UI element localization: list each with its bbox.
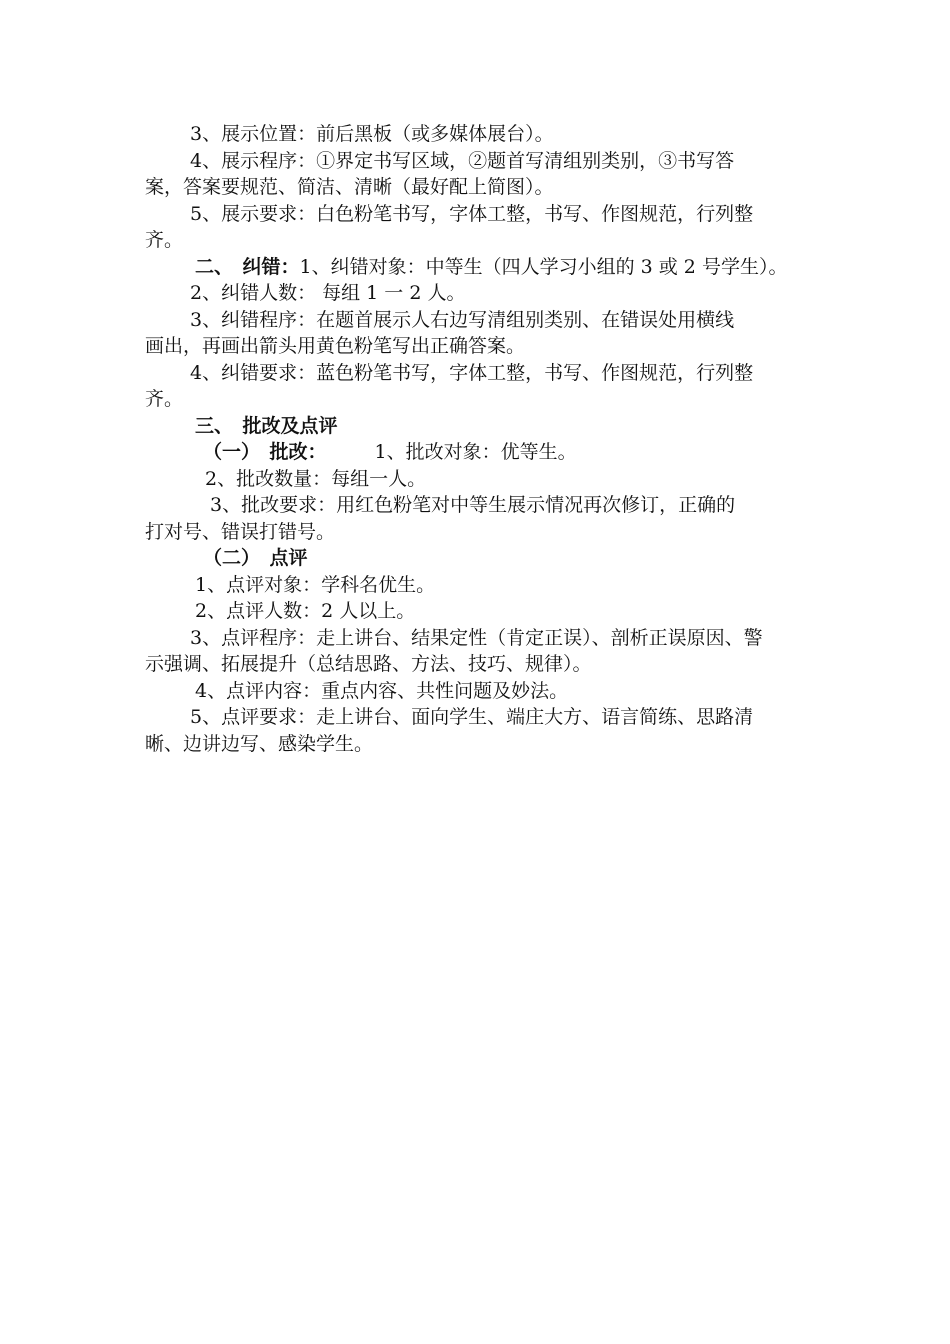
paragraph-line bbox=[145, 280, 835, 307]
paragraph-line bbox=[145, 121, 835, 148]
subsection-heading-marking bbox=[145, 439, 835, 466]
section-heading: 三、 批改及点评 bbox=[195, 414, 338, 437]
document-body bbox=[145, 121, 835, 757]
paragraph-line bbox=[145, 704, 835, 731]
line-text: 3、点评程序：走上讲台、结果定性（肯定正误）、剖析正误原因、警 bbox=[190, 626, 763, 649]
paragraph-line bbox=[145, 201, 835, 228]
line-text: 画出，再画出箭头用黄色粉笔写出正确答案。 bbox=[145, 335, 526, 357]
subsection-heading-comment bbox=[145, 545, 835, 572]
line-text: 4、展示程序：①界定书写区域，②题首写清组别类别，③书写答 bbox=[190, 149, 735, 172]
paragraph-line bbox=[145, 519, 835, 546]
line-text: 2、纠错人数： 每组 1 一 2 人。 bbox=[190, 282, 466, 304]
line-text: 5、点评要求：走上讲台、面向学生、端庄大方、语言简练、思路清 bbox=[190, 706, 754, 728]
paragraph-line bbox=[145, 731, 835, 758]
subsection-heading: （一） 批改： bbox=[203, 441, 327, 463]
paragraph-line bbox=[145, 625, 835, 652]
line-text: 案，答案要规范、简洁、清晰（最好配上简图）。 bbox=[145, 176, 554, 198]
paragraph-line bbox=[145, 678, 835, 705]
paragraph-line bbox=[145, 651, 835, 678]
line-text: 齐。 bbox=[145, 229, 184, 251]
line-text: 5、展示要求：白色粉笔书写，字体工整，书写、作图规范，行列整 bbox=[190, 202, 754, 225]
paragraph-line bbox=[145, 598, 835, 625]
line-text: 1、点评对象：学科名优生。 bbox=[195, 573, 436, 596]
line-text: 3、展示位置：前后黑板（或多媒体展台）。 bbox=[190, 123, 554, 145]
line-text: 示强调、拓展提升（总结思路、方法、技巧、规律）。 bbox=[145, 653, 592, 675]
line-text: 3、纠错程序：在题首展示人右边写清组别类别、在错误处用横线 bbox=[190, 308, 735, 331]
line-text: 齐。 bbox=[145, 388, 184, 410]
paragraph-line bbox=[145, 360, 835, 387]
line-text: 1、批改对象：优等生。 bbox=[374, 441, 577, 463]
section-heading-review bbox=[145, 413, 835, 440]
paragraph-line bbox=[145, 572, 835, 599]
line-text: 4、纠错要求：蓝色粉笔书写，字体工整，书写、作图规范，行列整 bbox=[190, 361, 754, 384]
paragraph-line bbox=[145, 492, 835, 519]
section-heading: 二、 纠错： bbox=[195, 255, 300, 278]
line-text: 打对号、错误打错号。 bbox=[145, 520, 336, 543]
paragraph-line bbox=[145, 227, 835, 254]
line-text: 2、点评人数：2 人以上。 bbox=[195, 600, 416, 622]
paragraph-line bbox=[145, 333, 835, 360]
line-text: 晰、边讲边写、感染学生。 bbox=[145, 732, 374, 755]
paragraph-line bbox=[145, 307, 835, 334]
subsection-heading: （二） 点评 bbox=[203, 547, 308, 569]
paragraph-line bbox=[145, 174, 835, 201]
paragraph-line bbox=[145, 466, 835, 493]
line-text: 1、纠错对象：中等生（四人学习小组的 3 或 2 号学生）。 bbox=[299, 255, 788, 278]
section-heading-correction bbox=[145, 254, 835, 281]
paragraph-line bbox=[145, 386, 835, 413]
line-text: 3、批改要求：用红色粉笔对中等生展示情况再次修订，正确的 bbox=[210, 494, 736, 516]
line-text: 2、批改数量：每组一人。 bbox=[205, 467, 427, 490]
line-text: 4、点评内容：重点内容、共性问题及妙法。 bbox=[195, 679, 569, 702]
paragraph-line bbox=[145, 148, 835, 175]
